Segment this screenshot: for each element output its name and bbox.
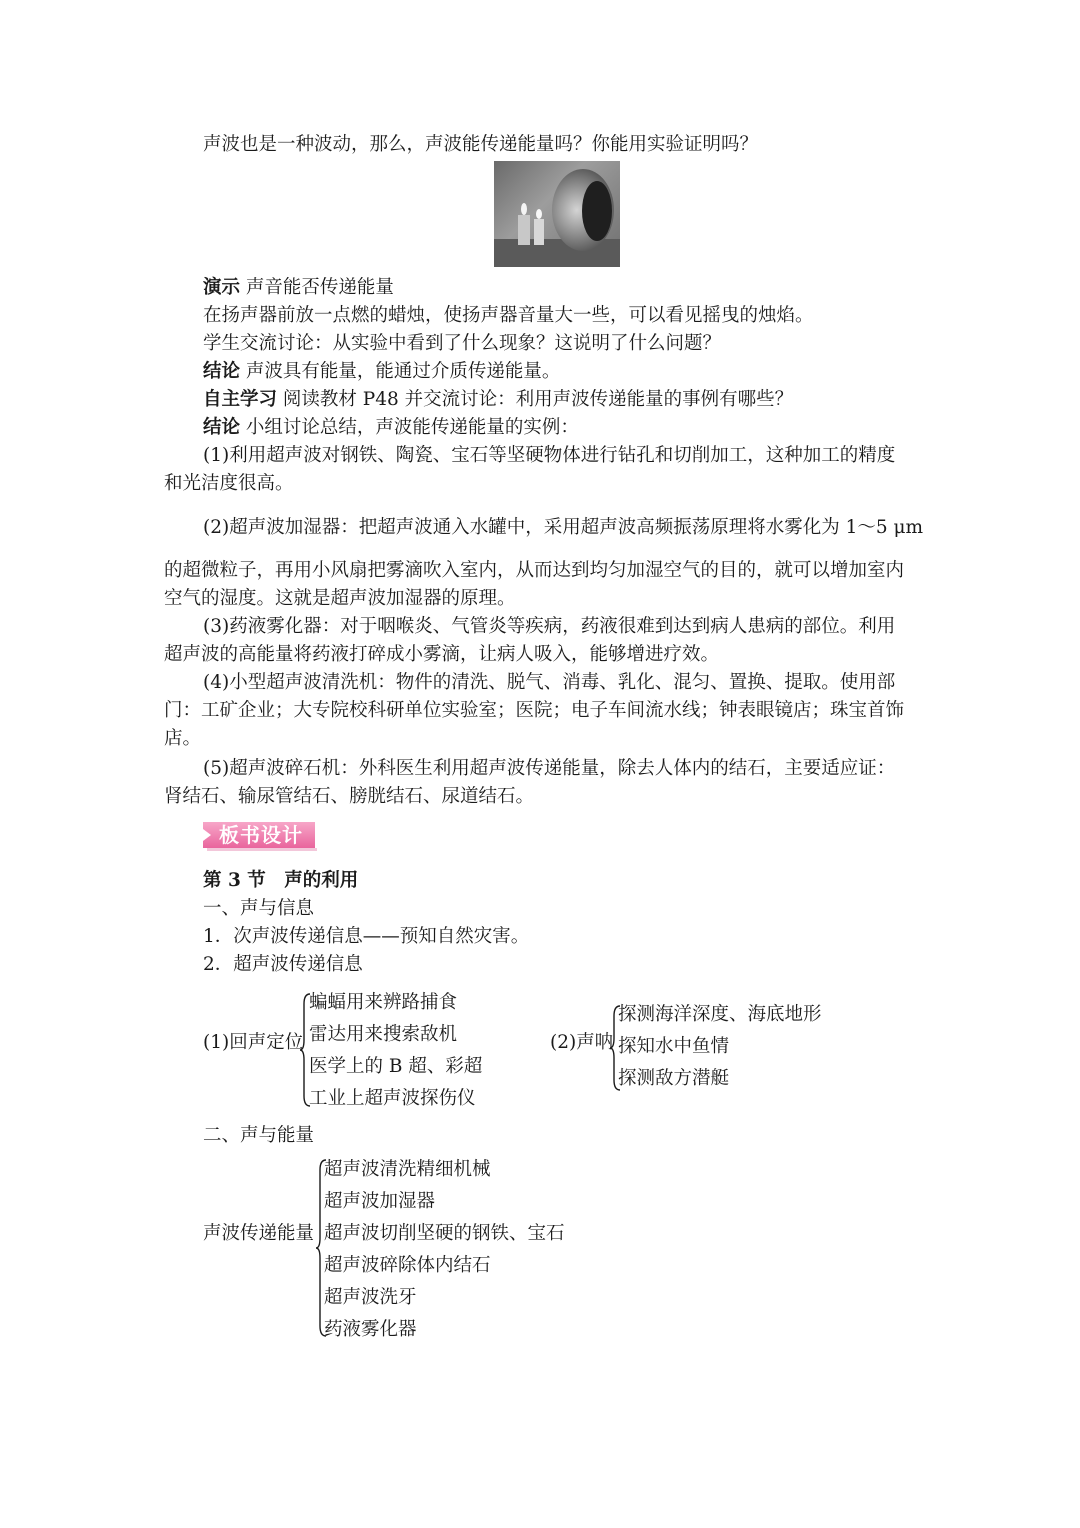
item-4-line-3: 店。: [164, 728, 202, 749]
intro-question: 声波也是一种波动，那么，声波能传递能量吗？你能用实验证明吗？: [203, 134, 759, 155]
echo-item-4: 工业上超声波探伤仪: [309, 1088, 476, 1109]
sonar-item-3: 探测敌方潜艇: [618, 1068, 730, 1089]
echo-location-label: (1)回声定位: [203, 1032, 304, 1053]
energy-item-4: 超声波碎除体内结石: [324, 1255, 491, 1276]
self-study-text: 阅读教材 P48 并交流讨论：利用声波传递能量的事例有哪些？: [282, 389, 794, 410]
echo-item-3: 医学上的 B 超、彩超: [309, 1056, 483, 1077]
discussion: 学生交流讨论：从实验中看到了什么现象？这说明了什么问题？: [203, 333, 722, 354]
demo-label: 演示: [203, 277, 241, 298]
demo-line: [203, 274, 394, 302]
conclusion-label-2: 结论: [203, 417, 241, 438]
sonar-item-1: 探测海洋深度、海底地形: [618, 1004, 822, 1025]
echo-item-2: 雷达用来搜索敌机: [309, 1024, 458, 1045]
banner-label: 板书设计: [219, 823, 303, 847]
conclusion-1: [203, 358, 560, 386]
item-2-line-3: 空气的湿度。这就是超声波加湿器的原理。: [164, 588, 516, 609]
sonar-item-2: 探知水中鱼情: [618, 1036, 730, 1057]
sonar-label: (2)声呐: [550, 1032, 614, 1053]
conclusion-2: [203, 414, 579, 442]
item-5-line-1: (5)超声波碎石机：外科医生利用超声波传递能量，除去人体内的结石，主要适应证：: [203, 758, 896, 779]
demo-description: 在扬声器前放一点燃的蜡烛，使扬声器音量大一些，可以看见摇曳的烛焰。: [203, 305, 814, 326]
item-2-line-2: 的超微粒子，再用小风扇把雾滴吹入室内，从而达到均匀加湿空气的目的，就可以增加室内: [164, 560, 905, 581]
energy-item-1: 超声波清洗精细机械: [324, 1159, 491, 1180]
item-4-line-2: 门：工矿企业；大专院校科研单位实验室；医院；电子车间流水线；钟表眼镜店；珠宝首饰: [164, 700, 905, 721]
self-study-label: 自主学习: [203, 389, 278, 410]
energy-item-6: 药液雾化器: [324, 1319, 417, 1340]
section-title: 第 3 节 声的利用: [203, 870, 359, 891]
item-1-line-1: (1)利用超声波对钢铁、陶瓷、宝石等坚硬物体进行钻孔和切削加工，这种加工的精度: [203, 445, 896, 466]
demo-text: 声音能否传递能量: [245, 277, 394, 298]
energy-label: 声波传递能量: [203, 1223, 315, 1244]
item-3-line-1: (3)药液雾化器：对于咽喉炎、气管炎等疾病，药液很难到达到病人患病的部位。利用: [203, 616, 896, 637]
speaker-candle-photo: [494, 161, 620, 267]
item-3-line-2: 超声波的高能量将药液打碎成小雾滴，让病人吸入，能够增进疗效。: [164, 644, 720, 665]
self-study: [203, 386, 793, 414]
conclusion-text: 声波具有能量，能通过介质传递能量。: [245, 361, 561, 382]
energy-item-3: 超声波切削坚硬的钢铁、宝石: [324, 1223, 565, 1244]
infrasound-line: 1．次声波传递信息——预知自然灾害。: [203, 926, 530, 947]
energy-item-5: 超声波洗牙: [324, 1287, 417, 1308]
heading-sound-energy: 二、声与能量: [203, 1125, 315, 1146]
conclusion-text-2: 小组讨论总结，声波能传递能量的实例：: [245, 417, 579, 438]
item-5-line-2: 肾结石、输尿管结石、膀胱结石、尿道结石。: [164, 786, 535, 807]
ultrasound-line: 2．超声波传递信息: [203, 954, 363, 975]
item-2-line-1: (2)超声波加湿器：把超声波通入水罐中，采用超声波高频振荡原理将水雾化为 1～5 μm: [203, 517, 924, 538]
energy-item-2: 超声波加湿器: [324, 1191, 436, 1212]
item-4-line-1: (4)小型超声波清洗机：物件的清洗、脱气、消毒、乳化、混匀、置换、提取。使用部: [203, 672, 896, 693]
board-design-banner: [203, 822, 317, 852]
conclusion-label: 结论: [203, 361, 241, 382]
heading-sound-information: 一、声与信息: [203, 898, 315, 919]
echo-item-1: 蝙蝠用来辨路捕食: [309, 992, 458, 1013]
item-1-line-2: 和光洁度很高。: [164, 473, 294, 494]
